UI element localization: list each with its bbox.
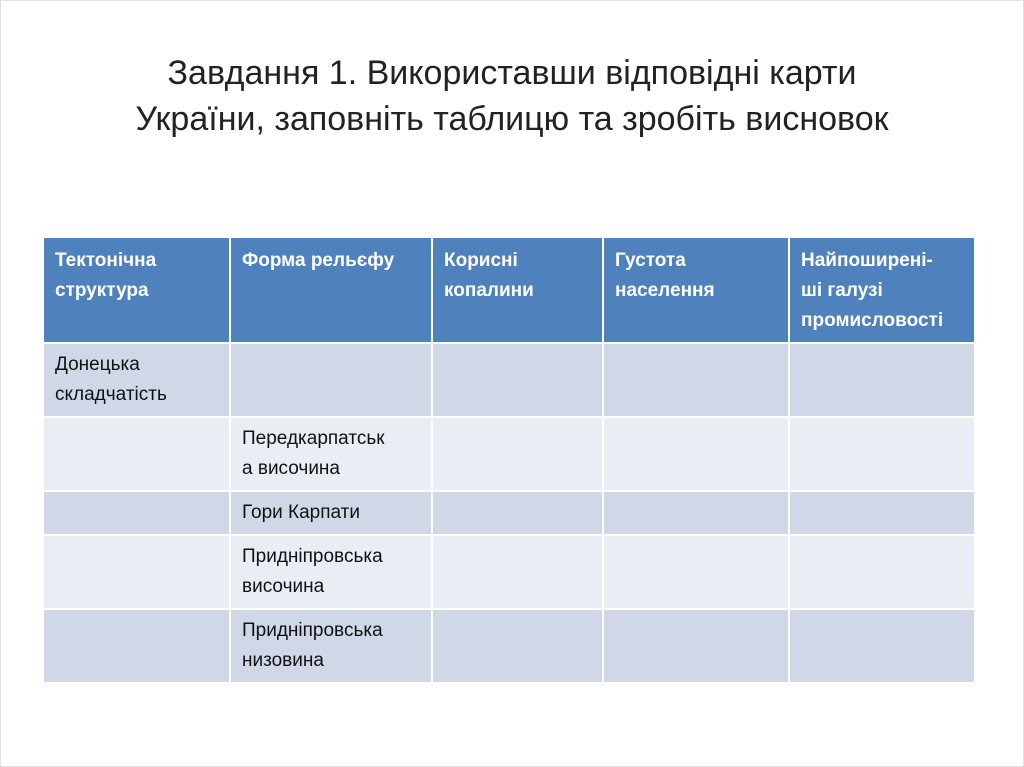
table-cell[interactable] xyxy=(230,609,432,683)
table-row xyxy=(43,343,975,417)
table-cell[interactable] xyxy=(230,417,432,491)
cell-text: Придніпровська височина xyxy=(242,546,383,597)
table-row xyxy=(43,535,975,609)
header-minerals xyxy=(432,237,603,343)
table-row xyxy=(43,609,975,683)
table-cell[interactable] xyxy=(603,535,789,609)
cell-text: Придніпровська низовина xyxy=(242,620,383,671)
cell-text: Гори Карпати xyxy=(242,502,360,523)
table-cell[interactable] xyxy=(230,535,432,609)
table-cell[interactable] xyxy=(603,609,789,683)
table-row xyxy=(43,417,975,491)
header-industries xyxy=(789,237,975,343)
table-row xyxy=(43,491,975,535)
task-table xyxy=(42,236,976,684)
table-cell[interactable] xyxy=(43,609,230,683)
table-cell[interactable] xyxy=(789,343,975,417)
header-text: Густота населення xyxy=(615,250,715,301)
table-cell[interactable] xyxy=(432,491,603,535)
table-cell[interactable] xyxy=(789,417,975,491)
table-cell[interactable] xyxy=(789,535,975,609)
cell-text: Передкарпатськ а височина xyxy=(242,428,385,479)
table-cell[interactable] xyxy=(230,343,432,417)
header-tectonic-structure xyxy=(43,237,230,343)
table-cell[interactable] xyxy=(432,343,603,417)
table-cell[interactable] xyxy=(230,491,432,535)
title-line-1: Завдання 1. Використавши відповідні карти xyxy=(167,54,857,92)
cell-text: Донецька складчатість xyxy=(55,354,167,405)
header-relief-form xyxy=(230,237,432,343)
table-cell[interactable] xyxy=(432,535,603,609)
header-text: Тектонічна структура xyxy=(55,250,157,301)
table-cell[interactable] xyxy=(43,491,230,535)
header-text: Корисні копалини xyxy=(444,250,534,301)
table-cell[interactable] xyxy=(432,609,603,683)
header-population-density xyxy=(603,237,789,343)
table-cell[interactable] xyxy=(43,535,230,609)
title-line-2: України, заповніть таблицю та зробіть висновок xyxy=(135,100,889,138)
table-cell[interactable] xyxy=(432,417,603,491)
slide-title xyxy=(60,50,964,142)
table-cell[interactable] xyxy=(789,609,975,683)
header-text: Найпоширені- ші галузі промисловості xyxy=(801,250,944,331)
table-header-row xyxy=(43,237,975,343)
table-cell[interactable] xyxy=(603,417,789,491)
table-cell[interactable] xyxy=(603,491,789,535)
table-cell[interactable] xyxy=(789,491,975,535)
table-cell[interactable] xyxy=(603,343,789,417)
table-cell[interactable] xyxy=(43,417,230,491)
table-cell[interactable] xyxy=(43,343,230,417)
header-text: Форма рельєфу xyxy=(242,250,395,271)
